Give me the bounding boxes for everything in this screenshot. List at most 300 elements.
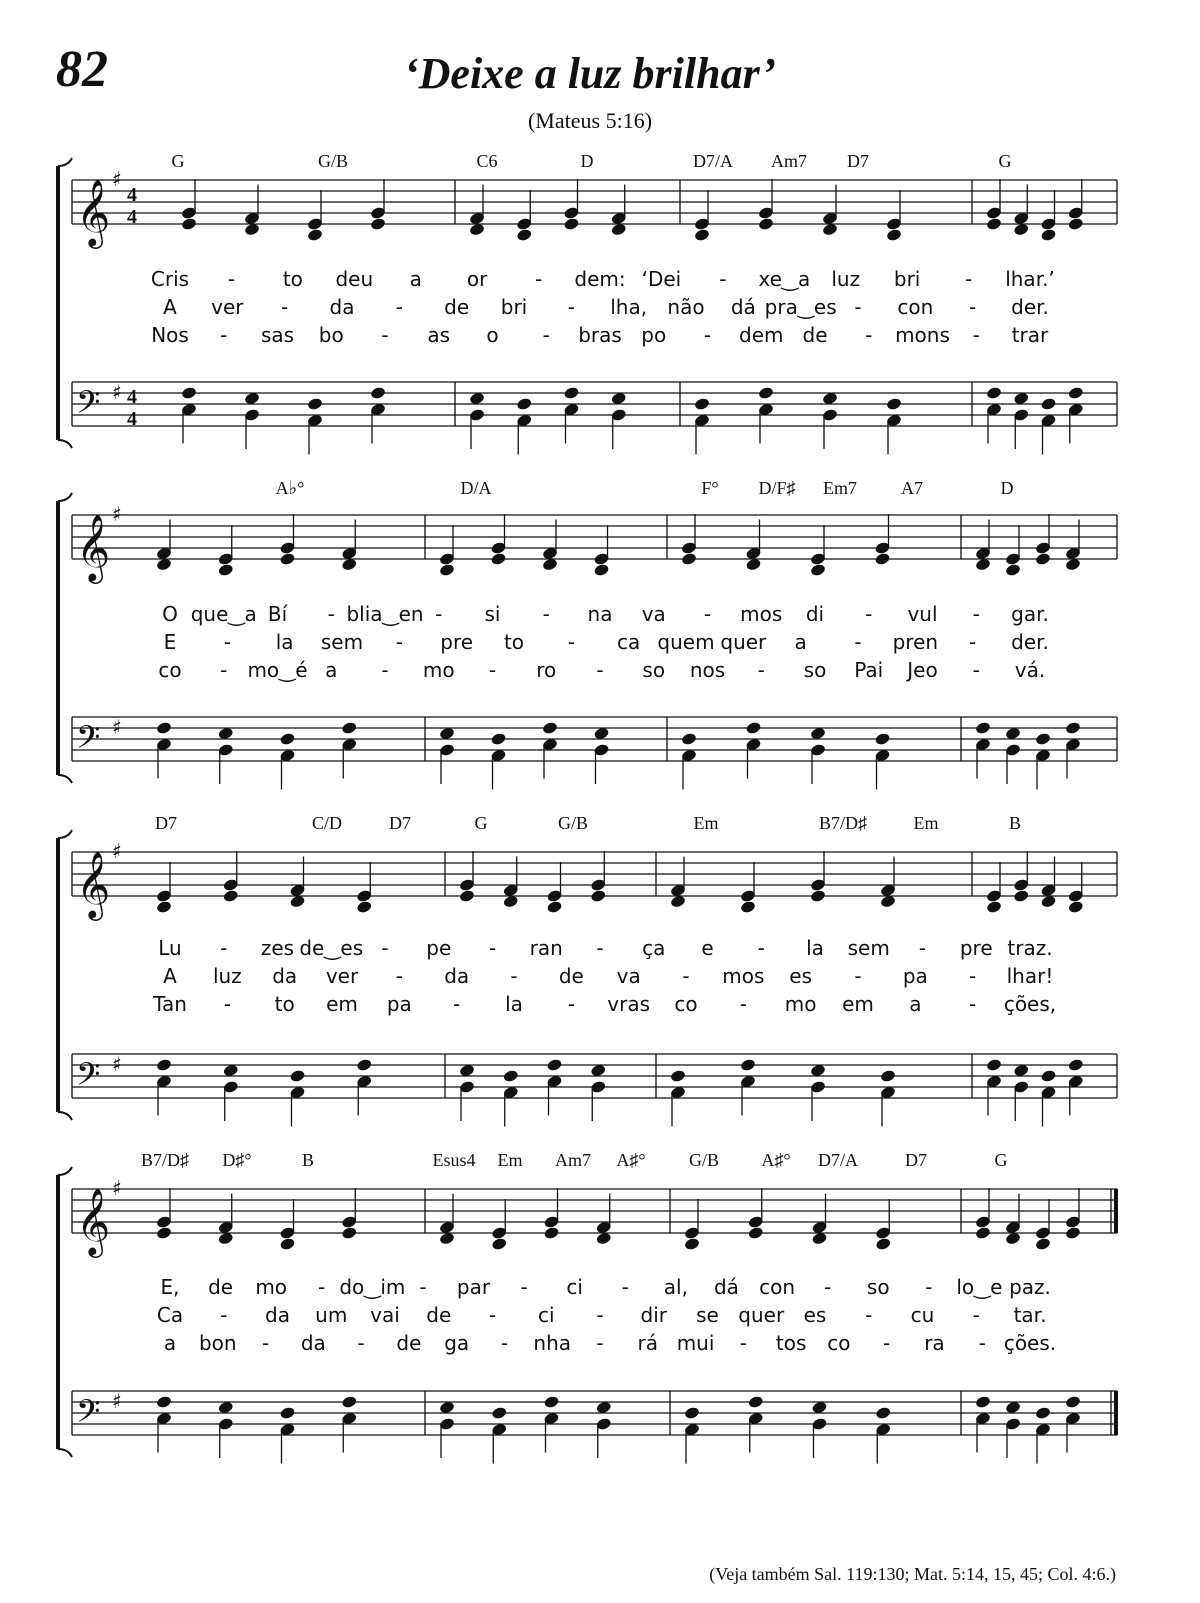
lyric-hyphen: - — [703, 323, 712, 347]
bass-note — [1035, 1406, 1052, 1420]
lyric-syllable: la — [806, 936, 824, 960]
treble-note — [459, 889, 476, 903]
bass-clef-icon: 𝄢 — [76, 719, 101, 763]
bass-note — [880, 1069, 897, 1083]
lyric-hyphen: - — [357, 1331, 365, 1355]
lyric-syllable: vul — [907, 602, 938, 626]
lyric-syllable: gar. — [1011, 602, 1049, 626]
lyric-syllable: ro — [536, 658, 557, 682]
lyric-syllable: con — [897, 295, 934, 319]
treble-note — [222, 889, 239, 903]
lyric-syllable: um — [315, 1303, 348, 1327]
bass-note — [1067, 1058, 1084, 1072]
lyric-syllable: da — [300, 1331, 326, 1355]
key-signature-sharp-icon: ♯ — [112, 1389, 122, 1413]
lyric-hyphen: - — [978, 1331, 986, 1355]
bass-note — [289, 1069, 306, 1083]
lyric-syllable: nos — [689, 658, 726, 682]
lyric-syllable: bri — [893, 267, 921, 291]
treble-note — [1013, 889, 1030, 903]
lyric-syllable: sem — [847, 936, 890, 960]
lyric-hyphen: - — [865, 1303, 873, 1327]
lyric-syllable: lhar.’ — [1005, 267, 1055, 291]
chord-symbol: Em — [497, 1150, 523, 1170]
chord-symbol: Em — [913, 813, 939, 833]
chord-symbol: Am7 — [771, 151, 807, 171]
lyric-hyphen: - — [381, 658, 389, 682]
lyric-syllable: O — [162, 602, 178, 626]
bass-note — [875, 1406, 892, 1420]
lyric-syllable: blia‿en — [346, 602, 424, 626]
treble-note — [546, 900, 563, 914]
treble-note — [341, 1226, 358, 1240]
lyric-hyphen: - — [757, 658, 765, 682]
lyric-syllable: dá — [730, 295, 756, 319]
bass-note — [356, 1058, 373, 1072]
bracket-hook — [58, 1167, 72, 1457]
lyric-hyphen: - — [969, 992, 977, 1016]
chord-symbol: G/B — [688, 1150, 720, 1170]
lyric-syllable: vá. — [1014, 658, 1046, 682]
lyric-syllable: luz — [831, 267, 861, 291]
lyric-hyphen: - — [500, 1331, 509, 1355]
bass-note — [490, 732, 507, 746]
lyric-syllable: se — [696, 1303, 719, 1327]
lyric-syllable: a — [794, 630, 807, 654]
treble-note — [1005, 563, 1022, 577]
lyric-syllable: Cris — [150, 267, 190, 291]
chord-symbol: B — [1008, 813, 1022, 833]
lyric-syllable: luz — [212, 964, 242, 988]
lyric-hyphen: - — [596, 936, 604, 960]
lyric-syllable: ções. — [1003, 1331, 1057, 1355]
lyric-syllable: Nos — [151, 323, 189, 347]
lyric-hyphen: - — [969, 295, 977, 319]
lyric-hyphen: - — [488, 658, 497, 682]
chord-symbol: B — [301, 1150, 315, 1170]
treble-note — [1065, 1226, 1082, 1240]
treble-note — [684, 1237, 701, 1251]
chord-symbol: A7 — [901, 478, 923, 498]
lyric-syllable: co — [827, 1331, 851, 1355]
lyric-hyphen: - — [567, 992, 575, 1016]
lyric-hyphen: - — [419, 1275, 427, 1299]
lyric-syllable: A — [163, 964, 177, 988]
bass-note — [745, 721, 762, 735]
chord-symbol: G — [998, 151, 1012, 171]
bass-note — [543, 1395, 560, 1409]
bass-note — [747, 1395, 764, 1409]
chord-symbol: G/B — [557, 813, 589, 833]
bass-note — [986, 386, 1003, 400]
bass-note — [975, 721, 992, 735]
chord-symbol: G — [994, 1150, 1008, 1170]
bass-note — [156, 1058, 173, 1072]
lyric-hyphen: - — [703, 602, 712, 626]
lyric-syllable: xe‿a — [758, 267, 811, 291]
treble-staff — [72, 180, 1117, 224]
lyric-hyphen: - — [488, 936, 497, 960]
lyric-syllable: mos — [740, 602, 783, 626]
lyric-syllable: quem — [657, 630, 715, 654]
lyric-hyphen: - — [854, 295, 862, 319]
lyric-syllable: der. — [1011, 630, 1049, 654]
key-signature-sharp-icon: ♯ — [112, 502, 122, 526]
treble-note — [740, 900, 757, 914]
bass-note — [684, 1406, 701, 1420]
lyric-hyphen: - — [510, 964, 518, 988]
time-signature-top: 4 — [127, 184, 137, 206]
lyric-syllable: a — [163, 1331, 177, 1355]
lyric-syllable: dá — [713, 1275, 739, 1299]
lyric-syllable: la — [505, 992, 523, 1016]
lyric-syllable: co — [158, 658, 182, 682]
chord-symbol: G — [171, 151, 185, 171]
bass-note — [1065, 1395, 1082, 1409]
lyric-syllable: E, — [160, 1275, 180, 1299]
chord-symbol: D7 — [905, 1150, 927, 1170]
chord-symbol: C6 — [476, 151, 498, 171]
lyric-hyphen: - — [682, 964, 690, 988]
treble-note — [1035, 1237, 1052, 1251]
lyric-hyphen: - — [596, 1303, 604, 1327]
lyric-syllable: traz. — [1007, 936, 1053, 960]
lyric-hyphen: - — [281, 295, 289, 319]
lyric-syllable: vras — [607, 992, 651, 1016]
lyric-hyphen: - — [488, 1303, 497, 1327]
bass-note — [181, 386, 198, 400]
lyric-syllable: co — [674, 992, 698, 1016]
lyric-syllable: ci — [566, 1275, 583, 1299]
lyric-hyphen: - — [381, 936, 389, 960]
bracket-hook — [58, 493, 72, 783]
bass-note — [1040, 397, 1057, 411]
treble-note — [975, 1226, 992, 1240]
bass-note — [1065, 721, 1082, 735]
treble-note — [986, 217, 1003, 231]
treble-note — [875, 1237, 892, 1251]
lyric-syllable: da — [329, 295, 355, 319]
bass-note — [694, 397, 711, 411]
bass-clef-icon: 𝄢 — [76, 384, 101, 428]
lyric-hyphen: - — [381, 323, 389, 347]
lyric-syllable: zes — [260, 936, 295, 960]
lyric-syllable: mons — [895, 323, 950, 347]
lyric-syllable: nha — [533, 1331, 572, 1355]
time-signature-bottom: 4 — [127, 408, 137, 430]
lyric-syllable: es — [789, 964, 813, 988]
lyric-syllable: ga — [444, 1331, 470, 1355]
treble-note — [543, 1226, 560, 1240]
lyric-syllable: Lu — [158, 936, 182, 960]
chord-symbol: D — [580, 151, 594, 171]
lyric-syllable: em — [842, 992, 874, 1016]
chord-symbol: D7 — [155, 813, 177, 833]
treble-note — [874, 552, 891, 566]
bass-note — [542, 721, 559, 735]
treble-note — [758, 217, 775, 231]
bass-clef-icon: 𝄢 — [76, 1056, 101, 1100]
lyric-hyphen: - — [824, 1275, 832, 1299]
lyric-syllable: lhar! — [1006, 964, 1054, 988]
bass-note — [491, 1406, 508, 1420]
lyric-syllable: to — [282, 267, 303, 291]
lyric-syllable: so — [866, 1275, 890, 1299]
chord-symbol: D — [1000, 478, 1014, 498]
lyric-hyphen: - — [567, 630, 575, 654]
treble-note — [181, 217, 198, 231]
lyric-syllable: di — [805, 602, 825, 626]
lyric-hyphen: - — [220, 1303, 228, 1327]
lyric-syllable: Tan — [153, 992, 187, 1016]
lyric-syllable: pa — [386, 992, 412, 1016]
system-2 — [58, 478, 1117, 790]
lyric-syllable: de — [802, 323, 828, 347]
treble-clef-icon: 𝄞 — [76, 513, 111, 581]
lyric-syllable: dem: — [574, 267, 626, 291]
lyric-syllable: pa — [902, 964, 928, 988]
bass-note — [1035, 732, 1052, 746]
treble-note — [810, 563, 827, 577]
lyric-syllable: de‿es — [299, 936, 364, 960]
lyric-hyphen: - — [395, 630, 403, 654]
lyric-syllable: der. — [1011, 295, 1049, 319]
bass-note — [546, 1058, 563, 1072]
final-barline-thick — [1114, 1391, 1118, 1435]
lyric-hyphen: - — [972, 1303, 980, 1327]
system-1 — [58, 151, 1117, 455]
lyric-syllable: que‿a — [190, 602, 257, 626]
lyric-syllable: sem — [320, 630, 364, 654]
lyric-syllable: so — [642, 658, 666, 682]
final-barline-thick — [1114, 1189, 1118, 1233]
treble-note — [747, 1226, 764, 1240]
lyric-syllable: mos — [722, 964, 765, 988]
bass-note — [156, 721, 173, 735]
lyric-syllable: vai — [370, 1303, 400, 1327]
lyric-hyphen: - — [596, 1331, 604, 1355]
chord-symbol: A♭° — [275, 478, 305, 498]
bass-note — [502, 1069, 519, 1083]
lyric-syllable: dem — [739, 323, 784, 347]
lyric-syllable: to — [274, 992, 295, 1016]
lyric-hyphen: - — [972, 658, 980, 682]
lyric-syllable: so — [803, 658, 827, 682]
treble-note — [1067, 900, 1084, 914]
bass-clef-icon: 𝄢 — [76, 1393, 101, 1437]
bass-note — [681, 732, 698, 746]
lyric-syllable: par — [456, 1275, 491, 1299]
chord-symbol: D7 — [847, 151, 869, 171]
treble-note — [986, 900, 1003, 914]
lyric-syllable: de — [396, 1331, 422, 1355]
lyric-syllable: ver — [325, 964, 359, 988]
lyric-syllable: lo‿e — [956, 1275, 1003, 1299]
lyric-syllable: ‘Dei — [641, 267, 682, 291]
bass-note — [874, 732, 891, 746]
lyric-syllable: mo — [255, 1275, 288, 1299]
treble-staff — [72, 515, 1117, 559]
lyric-syllable: Ca — [156, 1303, 184, 1327]
lyric-syllable: pe — [426, 936, 452, 960]
lyric-hyphen: - — [854, 630, 862, 654]
treble-note — [279, 552, 296, 566]
lyric-syllable: pre — [440, 630, 474, 654]
lyric-syllable: pra‿es — [764, 295, 837, 319]
bass-note — [563, 386, 580, 400]
lyric-hyphen: - — [567, 295, 575, 319]
treble-note — [810, 889, 827, 903]
treble-note — [1067, 217, 1084, 231]
key-signature-sharp-icon: ♯ — [112, 167, 122, 191]
lyric-syllable: mui — [676, 1331, 715, 1355]
lyric-syllable: paz. — [1009, 1275, 1051, 1299]
lyric-syllable: va — [641, 602, 666, 626]
lyric-syllable: Jeo — [907, 658, 938, 682]
lyric-syllable: da — [444, 964, 470, 988]
treble-note — [593, 563, 610, 577]
lyric-hyphen: - — [739, 992, 747, 1016]
lyric-syllable: ver — [211, 295, 244, 319]
treble-note — [370, 217, 387, 231]
lyric-syllable: da — [265, 1303, 290, 1327]
lyric-syllable: la — [275, 630, 294, 654]
lyric-syllable: as — [427, 323, 451, 347]
lyric-syllable: de — [426, 1303, 452, 1327]
lyric-hyphen: - — [918, 936, 927, 960]
lyric-hyphen: - — [261, 1331, 270, 1355]
time-signature-top: 4 — [127, 386, 137, 408]
lyric-syllable: ca — [617, 630, 641, 654]
lyric-hyphen: - — [964, 267, 973, 291]
treble-note — [694, 228, 711, 242]
chord-symbol: Em — [693, 813, 719, 833]
chord-symbol: D♯° — [222, 1150, 252, 1170]
bass-note — [740, 1058, 757, 1072]
lyric-hyphen: - — [318, 1275, 326, 1299]
bass-note — [886, 397, 903, 411]
lyric-syllable: lha, — [610, 295, 648, 319]
bass-note — [307, 397, 324, 411]
bass-note — [670, 1069, 687, 1083]
treble-note — [279, 1237, 296, 1251]
treble-note — [490, 552, 507, 566]
lyric-hyphen: - — [865, 323, 873, 347]
lyric-syllable: sas — [260, 323, 295, 347]
chord-symbol: G/B — [317, 151, 349, 171]
key-signature-sharp-icon: ♯ — [112, 839, 122, 863]
bass-note — [341, 1395, 358, 1409]
lyric-syllable: a — [409, 267, 422, 291]
lyric-hyphen: - — [719, 267, 727, 291]
treble-note — [217, 563, 234, 577]
lyric-syllable: rá — [637, 1331, 659, 1355]
bracket-hook — [58, 830, 72, 1120]
bracket-hook — [58, 158, 72, 448]
treble-note — [307, 228, 324, 242]
lyric-syllable: to — [503, 630, 525, 654]
lyric-syllable: a — [909, 992, 922, 1016]
lyric-syllable: deu — [335, 267, 374, 291]
lyric-hyphen: - — [596, 658, 604, 682]
chord-symbol: A♯° — [761, 1150, 791, 1170]
chord-symbol: Em7 — [823, 478, 857, 498]
lyric-syllable: quer — [738, 1303, 785, 1327]
lyric-syllable: bri — [500, 295, 528, 319]
lyric-syllable: al, — [663, 1275, 688, 1299]
lyric-hyphen: - — [395, 295, 403, 319]
scripture-reference: (Mateus 5:16) — [527, 108, 653, 133]
key-signature-sharp-icon: ♯ — [112, 1176, 122, 1200]
treble-note — [886, 228, 903, 242]
bass-note — [516, 397, 533, 411]
lyric-hyphen: - — [534, 267, 543, 291]
bass-note — [156, 1395, 173, 1409]
lyric-syllable: va — [616, 964, 641, 988]
key-signature-sharp-icon: ♯ — [112, 380, 122, 404]
chord-symbol: D7/A — [818, 1150, 858, 1170]
bass-staff — [72, 382, 1117, 426]
treble-clef-icon: 𝄞 — [76, 850, 111, 918]
lyric-syllable: de — [444, 295, 470, 319]
lyric-hyphen: - — [621, 1275, 629, 1299]
bass-note — [975, 1395, 992, 1409]
lyric-hyphen: - — [757, 936, 765, 960]
lyric-hyphen: - — [925, 1275, 933, 1299]
lyric-syllable: na — [587, 602, 613, 626]
lyric-hyphen: - — [969, 630, 977, 654]
lyric-syllable: ça — [642, 936, 666, 960]
lyric-syllable: quer — [720, 630, 767, 654]
chord-symbol: D/A — [460, 478, 492, 498]
lyric-hyphen: - — [542, 602, 550, 626]
lyric-hyphen: - — [854, 964, 862, 988]
lyric-syllable: pre — [959, 936, 993, 960]
lyric-syllable: do‿im — [339, 1275, 406, 1299]
lyric-syllable: ra — [924, 1331, 945, 1355]
lyric-syllable: ran — [529, 936, 563, 960]
lyric-hyphen: - — [220, 936, 228, 960]
lyric-hyphen: - — [220, 658, 228, 682]
lyric-syllable: es — [803, 1303, 827, 1327]
chord-symbol: F° — [701, 478, 719, 498]
lyric-syllable: ções, — [1003, 992, 1057, 1016]
treble-note — [516, 228, 533, 242]
treble-note — [590, 889, 607, 903]
lyric-syllable: A — [163, 295, 177, 319]
lyric-hyphen: - — [969, 964, 977, 988]
lyric-syllable: não — [667, 295, 705, 319]
chord-symbol: Esus4 — [432, 1150, 476, 1170]
system-3 — [58, 813, 1117, 1127]
lyric-syllable: de — [208, 1275, 234, 1299]
lyric-hyphen: - — [865, 602, 873, 626]
see-also-footer: (Veja também Sal. 119:130; Mat. 5:14, 15, 45; Col. 4:6.) — [709, 1564, 1116, 1584]
bass-note — [986, 1058, 1003, 1072]
lyric-hyphen: - — [220, 323, 228, 347]
bass-note — [1040, 1069, 1057, 1083]
bass-note — [758, 386, 775, 400]
lyric-syllable: bras — [578, 323, 622, 347]
lyric-syllable: Pai — [854, 658, 884, 682]
lyric-syllable: pren — [892, 630, 939, 654]
lyric-syllable: em — [326, 992, 358, 1016]
lyric-hyphen: - — [883, 1331, 891, 1355]
lyric-hyphen: - — [972, 602, 980, 626]
treble-note — [1040, 228, 1057, 242]
chord-symbol: A♯° — [616, 1150, 646, 1170]
lyric-syllable: da — [272, 964, 298, 988]
